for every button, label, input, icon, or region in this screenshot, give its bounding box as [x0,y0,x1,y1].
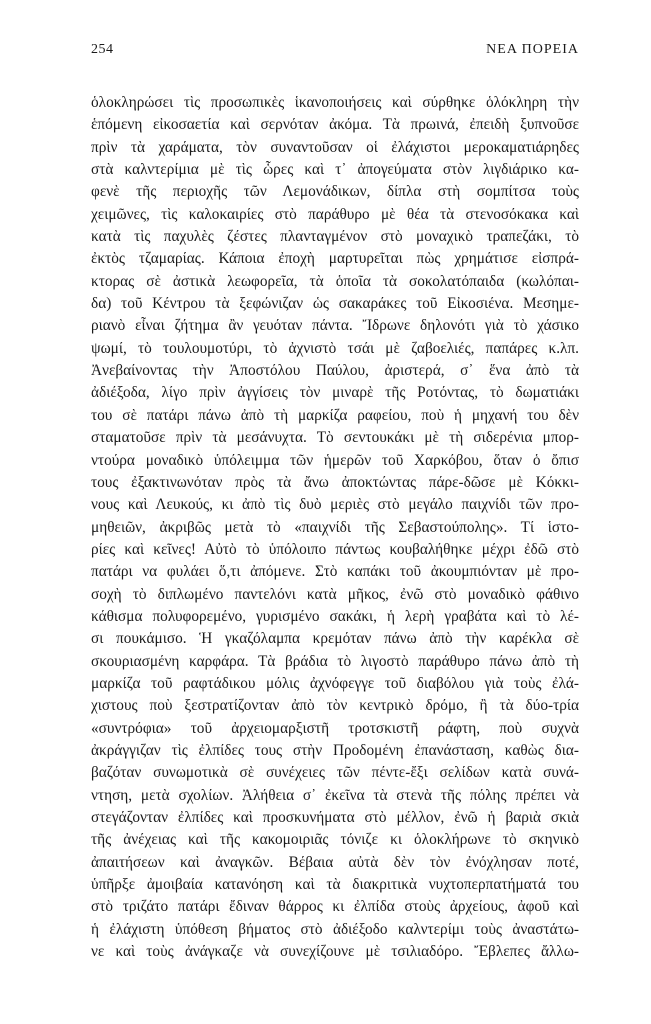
text-line: ἡ ἐλάχιστη ὑπόθεση βήματος στὸ ἀδιέξοδο καλντερίμι τοὺς ἀναστάτω- [91,920,579,938]
text-line: του σὲ πατάρι πάνω ἀπὸ τὴ μαρκίζα ραφείου, ποὺ ἡ μηχανή του δὲν [91,406,579,424]
text-line: νε καὶ τοὺς ἀνάγκαζε νὰ συνεχίζουνε μὲ τσιλιαδόρο. Ἔβλεπες ἄλλω- [91,943,579,961]
text-line: βαζόταν συνωμοτικὰ σὲ συνέχειες τῶν πέντε-ἔξι σελίδων κατὰ συνά- [91,764,579,782]
text-line: μαρκίζα τοῦ ραφτάδικου μόλις ἀχνόφεγγε τοῦ διαβόλου γιὰ τοὺς ἐλά- [91,674,579,692]
text-line: στεγάζονταν ἐλπίδες καὶ προσκυνήματα στὸ μέλλον, ἐνῶ ἡ βαριὰ σκιὰ [91,809,579,826]
text-line: χειμῶνες, τὶς καλοκαιρίες στὸ παράθυρο μὲ θέα τὰ στενοσόκακα καὶ [91,205,579,223]
text-line: δα) τοῦ Κέντρου τὰ ξεφώνιζαν ὡς σακαράκες τοῦ Εἰκοσιένα. Μεσημε- [91,295,579,313]
text-line: ντηση, μετὰ σχολίων. Ἀλήθεια σ᾿ ἐκεῖνα τὰ στενὰ τῆς πόλης πρέπει νὰ [91,786,579,804]
text-line: ὑπῆρξε ἀμοιβαία κατανόηση καὶ τὰ διακριτικὰ νυχτοπερπατήματά του [91,876,579,894]
text-line: κάθισμα πολυφορεμένο, γυρισμένο σακάκι, ἡ λερὴ γραβάτα καὶ τὸ λέ- [91,607,579,625]
text-line: νους καὶ Λευκούς, κι ἀπὸ τὶς δυὸ μεριὲς στὸ μεγάλο παιχνίδι τῶν προ- [91,496,579,514]
text-line: ἀκράγγιζαν τὶς ἐλπίδες τους στὴν Προδομένη ἐπανάσταση, καθὼς δια- [91,741,579,759]
text-line: «συντρόφια» τοῦ ἀρχειομαρξιστῆ τροτσκιστῆ ράφτη, ποὺ συχνὰ [91,719,579,737]
text-line: ρίες καὶ κεῖνες! Αὐτὸ τὸ ὑπόλοιπο πάντως κουβαλήθηκε μέχρι ἐδῶ στὸ [91,540,579,558]
text-line: ἀπαιτήσεων καὶ ἀναγκῶν. Βέβαια αὐτὰ δὲν τὸν ἐνόχλησαν ποτέ, [91,853,579,871]
text-line: κτορας σὲ ἀστικὰ λεωφορεῖα, τὰ ὁποῖα τὰ σοκολατόπαιδα (κωλόπαι- [91,272,579,290]
text-line: φενὲ τῆς περιοχῆς τῶν Λεμονάδικων, δίπλα στὴ σομπίτσα τοὺς [91,183,579,201]
running-head [91,42,579,62]
page-number: 254 [91,42,114,57]
text-line: ἀδιέξοδα, λίγο πρὶν ἀγγίσεις τὸν μιναρὲ τῆς Ροτόντας, τὸ δωματιάκι [91,384,579,402]
text-line: τῆς ἀνέχειας καὶ τῆς κακομοιριᾶς τόνιζε κι ὁλοκλήρωνε τὸ σκηνικὸ [91,831,579,849]
text-line: τους ἐξακτινωνόταν πρὸς τὰ ἄνω ἀποκτώντας πάρε-δῶσε μὲ Κόκκι- [91,473,579,491]
text-line: στὸ τριζάτο πατάρι ἔδιναν θάρρος κι ἐλπίδα στοὺς ἀρχείους, ἀφοῦ καὶ [91,898,579,916]
text-line: χιστους ποὺ ξεστρατίζονταν ἀπὸ τὸν κεντρικὸ δρόμο, ἢ τὰ δύο-τρία [91,697,579,715]
text-line: ἑπόμενη εἰκοσαετία καὶ σερνόταν ἀκόμα. Τὰ πρωινά, ἐπειδὴ ξυπνοῦσε [91,116,579,134]
text-line: σι πουκάμισο. Ἡ γκαζόλαμπα κρεμόταν πάνω ἀπὸ τὴν καρέκλα σὲ [91,630,579,648]
text-line: ἐκτὸς τζαμαρίας. Κάποια ἐποχὴ μαρτυρεῖται πὼς χρημάτισε εἰσπρά- [91,250,579,268]
text-line: Ἀνεβαίνοντας τὴν Ἀποστόλου Παύλου, ἀριστερά, σ᾿ ἕνα ἀπὸ τὰ [91,362,579,380]
text-line: ριανὸ εἶναι ζήτημα ἂν γευόταν πάντα. Ἴδρωνε δηλονότι γιὰ τὸ χάσικο [91,317,579,335]
text-line: κατὰ τὶς παχυλὲς ζέστες πλανταγμένον στὸ μοναχικὸ τραπεζάκι, τὸ [91,228,579,246]
text-line: πατάρι να φυλάει ὅ,τι ἀπόμενε. Στὸ καπάκι τοῦ ἀκουμπιόνταν μὲ προ- [91,563,579,581]
text-line: σοχὴ τὸ διπλωμένο παντελόνι κατὰ μῆκος, ἐνῶ στὸ μοναδικὸ φάθινο [91,585,579,603]
text-line: μηθειῶν, ἀκριβῶς μετὰ τὸ «παιχνίδι τῆς Σεβαστούπολης». Τί ἱστο- [91,518,579,536]
text-line: σταματοῦσε πρὶν τὰ μεσάνυχτα. Τὸ σεντουκάκι μὲ τὴ σιδερένια μπορ- [91,429,579,447]
text-line: ψωμί, τὸ τουλουμοτύρι, τὸ ἀχνιστὸ τσάι μὲ ζαβοελιές, παπάρες κ.λπ. [91,339,579,357]
text-line: ντούρα μοναδικὸ ὑπόλειμμα τῶν ἡμερῶν τοῦ Χαρκόβου, ὅταν ὁ ὄπισ [91,451,579,469]
journal-title: ΝΕΑ ΠΟΡΕΙΑ [486,42,579,57]
text-line: στὰ καλντερίμια μὲ τὶς ὧρες καὶ τ᾿ ἀπογεύματα στὸν λιγδιάρικο κα- [91,161,579,179]
body-text [91,92,579,963]
text-line: σκουριασμένη καρφάρα. Τὰ βράδια τὸ λιγοστὸ παράθυρο πάνω ἀπὸ τὴ [91,652,579,670]
text-line: ὁλοκληρώσει τὶς προσωπικὲς ἱκανοποιήσεις καὶ σύρθηκε ὁλόκληρη τὴν [91,94,579,111]
text-line: πρὶν τὰ χαράματα, τὸν συναντοῦσαν οἱ ἐλάχιστοι μεροκαματιάρηδες [91,138,579,156]
